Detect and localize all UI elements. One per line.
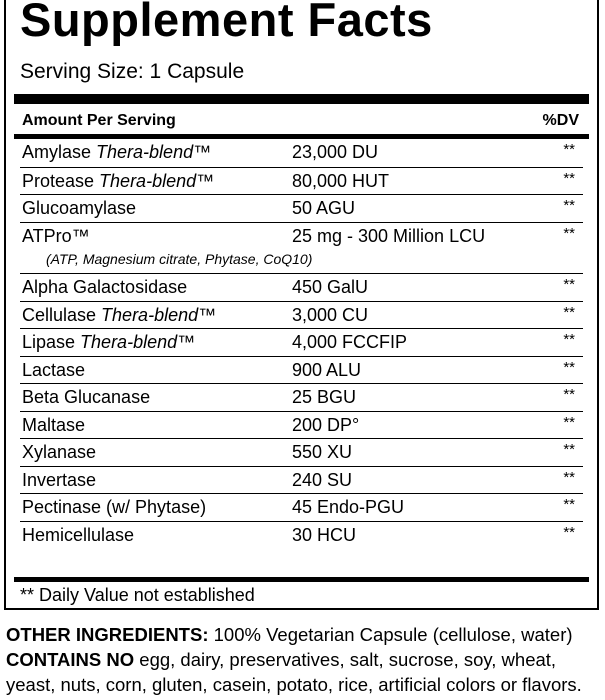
- ingredient-row: [20, 411, 583, 439]
- ingredient-amount: 3,000 CU: [292, 304, 369, 325]
- contains-no-label: CONTAINS NO: [6, 649, 135, 670]
- ingredient-name: [22, 332, 195, 353]
- ingredient-dv: **: [563, 413, 575, 431]
- ingredient-name: [22, 497, 206, 518]
- ingredient-amount: 45 Endo-PGU: [292, 497, 405, 517]
- ingredient-dv: **: [563, 523, 575, 541]
- ingredient-name-text: Alpha Galactosidase: [22, 277, 188, 297]
- ingredient-name: [22, 442, 96, 463]
- ingredient-name: [22, 198, 136, 219]
- ingredient-dv: **: [563, 358, 575, 376]
- ingredient-row: [20, 521, 583, 549]
- ingredient-amount: 240 SU: [292, 469, 353, 490]
- ingredient-row: [20, 194, 583, 222]
- ingredient-row: [20, 222, 583, 250]
- ingredient-row: [20, 438, 583, 466]
- ingredient-name-text: Hemicellulase: [22, 524, 135, 545]
- ingredient-name-text: Beta Glucanase: [22, 387, 151, 407]
- ingredient-name-text: Lactase: [22, 359, 86, 380]
- ingredient-amount: 200 DP°: [292, 414, 360, 435]
- ingredient-name-text: Glucoamylase: [22, 198, 137, 218]
- ingredient-amount: 80,000 HUT: [292, 170, 390, 191]
- ingredient-name: [22, 305, 216, 326]
- dv-header: %DV: [542, 112, 579, 129]
- ingredient-name: [22, 142, 211, 163]
- ingredient-row: [20, 167, 583, 195]
- ingredient-name-text: Maltase: [22, 414, 86, 435]
- amount-per-serving-header: Amount Per Serving: [22, 112, 176, 129]
- ingredient-dv: **: [563, 141, 575, 158]
- ingredient-dv: **: [563, 441, 575, 458]
- ingredient-amount: 4,000 FCCFIP: [292, 332, 408, 352]
- ingredient-name-text: Pectinase (w/ Phytase): [22, 497, 207, 517]
- ingredient-name: [22, 226, 90, 247]
- other-ingredients-label: OTHER INGREDIENTS:: [6, 624, 209, 645]
- ingredient-name-brand: Thera-blend™: [101, 304, 217, 325]
- ingredient-amount: 450 GalU: [292, 277, 369, 297]
- ingredient-name-text: ATPro™: [22, 225, 90, 246]
- ingredient-name-text: Cellulase: [22, 304, 102, 325]
- ingredient-row: [20, 328, 583, 356]
- ingredient-dv: **: [563, 331, 575, 348]
- ingredient-name: [22, 470, 96, 491]
- ingredient-row: [20, 493, 583, 521]
- ingredient-amount: 25 mg - 300 Million LCU: [292, 225, 486, 246]
- ingredient-name: [22, 387, 150, 408]
- column-header: [20, 110, 583, 134]
- ingredient-row: [20, 356, 583, 384]
- ingredient-rows: [20, 139, 583, 548]
- ingredient-subnote: [20, 249, 583, 273]
- ingredient-name: [22, 360, 85, 381]
- ingredient-dv: **: [563, 303, 575, 321]
- ingredient-amount: 30 HCU: [292, 524, 357, 545]
- thick-divider: [14, 94, 589, 104]
- ingredient-amount: 50 AGU: [292, 198, 356, 218]
- ingredient-name: [22, 277, 187, 298]
- bottom-divider: [14, 577, 589, 582]
- ingredient-name-brand: Thera-blend™: [99, 170, 215, 191]
- ingredient-dv: **: [563, 496, 575, 513]
- ingredient-dv: **: [563, 386, 575, 403]
- ingredient-name: [22, 171, 214, 192]
- ingredient-row: [20, 383, 583, 411]
- ingredient-row: [20, 273, 583, 301]
- supplement-facts-panel: [4, 0, 599, 610]
- ingredient-name-brand: Thera-blend™: [80, 332, 196, 352]
- ingredient-name-text: Protease: [22, 170, 100, 191]
- ingredient-name: [22, 525, 134, 546]
- ingredient-dv: **: [563, 468, 575, 486]
- serving-size: Serving Size: 1 Capsule: [20, 60, 245, 83]
- ingredient-name-text: Xylanase: [22, 442, 97, 462]
- footnote: ** Daily Value not established: [20, 585, 255, 605]
- ingredient-name-text: Amylase: [22, 142, 97, 162]
- ingredient-dv: **: [563, 169, 575, 187]
- ingredient-name: [22, 415, 85, 436]
- ingredient-amount: 23,000 DU: [292, 142, 379, 162]
- ingredient-row: [20, 301, 583, 329]
- ingredient-name-text: Invertase: [22, 469, 97, 490]
- subnote-text: (ATP, Magnesium citrate, Phytase, CoQ10): [46, 251, 313, 267]
- ingredient-dv: **: [563, 276, 575, 293]
- ingredient-row: [20, 466, 583, 494]
- ingredient-name-brand: Thera-blend™: [96, 142, 212, 162]
- ingredient-dv: **: [563, 197, 575, 214]
- ingredient-row: [20, 139, 583, 167]
- other-ingredients: [6, 622, 605, 697]
- ingredient-amount: 900 ALU: [292, 359, 362, 380]
- ingredient-dv: **: [563, 224, 575, 242]
- other-ingredients-text: 100% Vegetarian Capsule (cellulose, water): [208, 624, 573, 645]
- ingredient-amount: 550 XU: [292, 442, 353, 462]
- ingredient-name-text: Lipase: [22, 332, 81, 352]
- contains-no-text: egg, dairy, preservatives, salt, sucrose, soy, wheat, yeast, nuts, corn, gluten, casein, potato, rice, artificial colors or flavors.: [6, 649, 582, 695]
- ingredient-amount: 25 BGU: [292, 387, 357, 407]
- label-title: Supplement Facts: [20, 0, 433, 46]
